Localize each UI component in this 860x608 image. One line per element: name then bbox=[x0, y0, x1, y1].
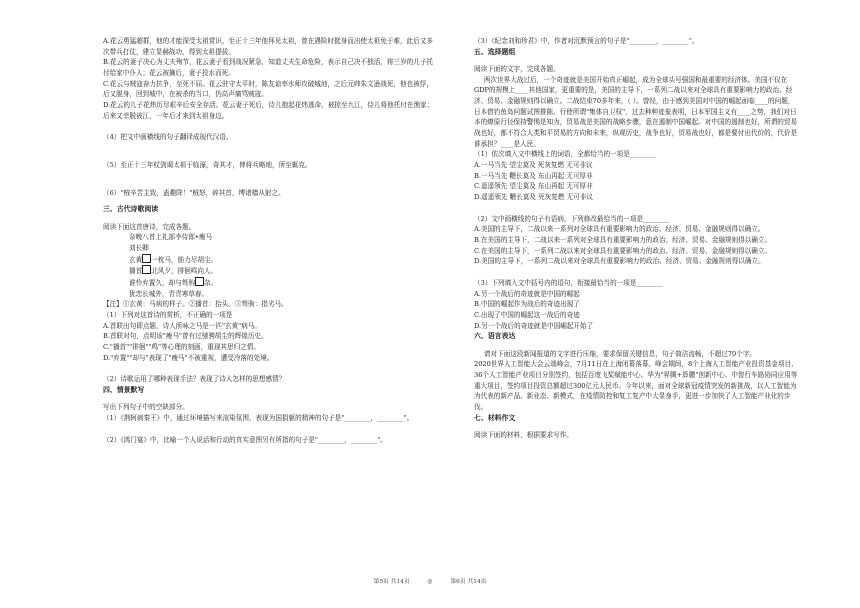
binding-mark-icon: ◎ bbox=[427, 579, 433, 585]
poem-q1-option-d: D."弃置""却与"表现了"瘦马"不被重视，遭受冷落的处境。 bbox=[103, 353, 274, 362]
choice-q1-option-c: C.遥遥领先 望尘莫及 东山再起 无可厚非 bbox=[474, 182, 593, 191]
choice-q2-option-c: C.在美国的主导下，一系列二战以来对全球具有重要影响力的政治、经济、贸易、金融规则得以确立。 bbox=[474, 246, 772, 255]
choice-q3-option-a: A.另一个战后的奇迹就是中国的崛起 bbox=[474, 289, 580, 298]
section-7-intro: 阅读下面的材料，根据要求写作。 bbox=[474, 430, 573, 439]
section-6-title: 六、语言表达 bbox=[474, 332, 516, 341]
footnote-box bbox=[142, 265, 151, 274]
poem-q1-option-a: A.首联出句即点题，诗人所咏之马是一匹"玄黄"病马。 bbox=[103, 321, 261, 330]
poem-title: 奈晚八首上礼部李侍郎•瘦马 bbox=[129, 233, 213, 242]
section-5-passage: 两次世界大战过后，一个奇迹就是美国开始真正崛起，成为全球头号强国和最重要的经济体。美国不仅在GDP的规模上____其他国家，更重要的是，美国的主导下，一系列二战以来对全球具有重要影响力的政治、经济、贸易、金融规则得以确立。二战结束70多年来，（ ）。曾经，由于感到美国对中国的崛起面临____的问题，日本借钓鱼岛问题试图推陈，行使所谓"集体自卫权"，过去种种迹象表明，日本军国主义有____之势，我们对日本的燎原行径保持警惕是知为，贸易战是美国的战略步骤，意在遏制中国崛起。对中国的遏制也好，所谓的贸易战也好，都不符合人类和平贸易的方向和未来，纵观历史，战争也好，贸易战也好，都是要付出代价的，代价是谁承担？____是人民。 bbox=[474, 75, 798, 148]
section-5-title: 五、选择题组 bbox=[474, 47, 516, 56]
passage-option-a: A.花云勇猛超群，他的才能深受太祖赏识，至正十三年他拜见太祖，曾在遇险时挺身而出使太祖免于难，此后又多次带兵打仗，建立显赫战功，得到太祖提拔。 bbox=[103, 37, 433, 56]
poem-line-2: 播首 北风夕，排徊鸣向人。 bbox=[129, 267, 218, 276]
choice-q3-option-b: B.中国的崛起作为战后的奇迹出现了 bbox=[474, 300, 580, 309]
choice-q3-option-d: D.另一个战后的奇迹就是中国崛起开始了 bbox=[474, 321, 594, 330]
left-column bbox=[103, 36, 434, 445]
poem-question-2: （2）诗歌运用了哪种表现手法？表现了诗人怎样的思想感情？ bbox=[103, 375, 286, 384]
choice-question-3: （3）下列填入文中括号内的语句，衔接最恰当的一项是________ bbox=[474, 278, 663, 287]
right-page-number: 第6页 共14页 bbox=[450, 579, 487, 585]
footnote-box bbox=[195, 277, 204, 286]
choice-q1-option-d: D.遥遥领先 鞭长莫及 死灰复燃 无可非议 bbox=[474, 192, 593, 201]
poem-line-1: 玄黄 一枕马，筋力尽胡尘。 bbox=[129, 255, 218, 264]
footnote-box bbox=[142, 254, 151, 263]
translate-question-5: （5）至正十三年杖剑谒太祖于临濠，奇其才，俾将兵略地，所至辄克。 bbox=[103, 161, 312, 170]
section-5-intro: 阅读下面的文字，完成各题。 bbox=[474, 64, 560, 73]
poem-author: 刘长卿 bbox=[129, 243, 149, 252]
section-3-title: 三、古代诗歌阅读 bbox=[103, 205, 159, 214]
passage-option-c: C.花云与贼寇奋力抗争，至死不屈。花云驻守太平时，陈友谅率水师攻破城池，之后元帅朱文逊战死，他也被俘，后又脱身，回到城中，在被杀的当口，仍高声痛骂贼寇。 bbox=[103, 79, 433, 99]
poem-line-4: 犹恋长城外，青青寒草春。 bbox=[129, 289, 209, 298]
poem-note: 【注】①玄黄：马病的样子。②播首：抬头。③驽驹：指劣马。 bbox=[103, 300, 288, 309]
poem-q1-option-b: B.首联对句，点明该"瘦马"曾有过驰骋胡尘的辉煌历史。 bbox=[103, 332, 268, 341]
poem-intro: 阅读下面这首唐诗，完成各题。 bbox=[103, 222, 196, 231]
right-column bbox=[474, 36, 800, 440]
poem-question-1: （1）下列对这首诗的赏析，不正确的一项是 bbox=[103, 310, 233, 319]
dictation-question-1: （1）《荆轲刺秦王》中，通过环境描写来渲染氛围，表现为国捐躯的精神的句子是"________，________"。 bbox=[103, 413, 414, 422]
translate-question-4: （4）把文中画横线的句子翻译成现代汉语。 bbox=[103, 133, 233, 142]
passage-option-d: D.花云的儿子花炜历尽艰辛后安全存活。花云妻子死后，侍儿抱起花炜逃命，被掠至九江，侍儿将他托付在渔家；后来又幸脱被江，一年后才来到太祖身边。 bbox=[103, 101, 434, 120]
choice-q2-option-d: D.美国的主导下，一系列二战以来对全球具有重要影响力的政治、经济、贸易、金融规则得以确立。 bbox=[474, 257, 765, 266]
choice-q2-option-a: A.美国的主导下，二战以来一系列对全球具有重要影响力的政治、经济、贸易、金融规则得以确立。 bbox=[474, 225, 765, 234]
choice-q1-option-a: A.一马当先 望尘莫及 死灰复燃 无可非议 bbox=[474, 160, 593, 169]
section-4-title: 四、情景默写 bbox=[103, 385, 145, 394]
section-4-intro: 写出下列句子中的空缺部分。 bbox=[103, 403, 189, 412]
section-6-instruction: 请对下面这段新闻报道的文字进行压缩，要求保留关键信息，句子简洁流畅，不超过70个字。 bbox=[483, 349, 757, 358]
choice-q1-option-b: B.一马当先 鞭长莫及 东山再起 无可厚非 bbox=[474, 171, 593, 180]
choice-q2-option-b: B.在美国的主导下，二战以来一系列对全球具有重要影响力的政治、经济、贸易、金融规则得以确立。 bbox=[474, 235, 772, 244]
section-7-title: 七、材料作文 bbox=[474, 413, 516, 422]
section-6-news: 2020世界人工智能大会云端峰会，7月11日在上海闭幕落幕。峰会期间，8个上海人工智能产业投资基金项目、36个人工智能产业项目分别签约，包括百度飞桨赋能中心、华为"昇腾+算鹏"创新中心、中智行车路协同应用等重大项目，签约项目投资总额超过300亿元人民币。今年以来，面对全球新冠疫情突发的新挑战，以人工智能为为代表的新产品、新业态、新模式，在疫情防控和复工复产中大显身手，更进一步加快了人工智能产业化的步伐。 bbox=[474, 360, 798, 411]
choice-q3-option-c: C.出现了中国的崛起这一战后的奇迹 bbox=[474, 310, 580, 319]
page-footer bbox=[0, 576, 860, 585]
translate-question-6: （6）"贼辛苦主致，盍趣降！"贼怒，碎其首，缚诸樯从射之。 bbox=[103, 188, 285, 197]
left-page-number: 第5页 共14页 bbox=[373, 579, 410, 585]
poem-q1-option-c: C."播首""徘徊""鸣"等心理的刻画，重现其思归之情。 bbox=[103, 342, 260, 351]
dictation-question-3: （3）《纪念刘和珍君》中，作者对沉默预言的句子是"________，________"。 bbox=[474, 37, 699, 45]
choice-question-1: （1）依次填入文中横线上的词语，全都恰当的一项是________ bbox=[474, 150, 657, 159]
choice-question-2: （2）文中画横线的句子有语病，下列修改最恰当的一项是________ bbox=[474, 214, 670, 223]
poem-line-3: 谁怜弃置久，却与驽驹 杂。 bbox=[129, 278, 218, 287]
passage-option-b: B.花云的妻子决心为丈夫殉节，花云妻子看到战况紧急，知道丈夫生命危险，表示自己决不独活，将三岁的儿子托付给家中仆人；花云被擒后，妻子投水而死。 bbox=[103, 58, 434, 78]
dictation-question-2: （2）《鸿门宴》中，比喻一个人说话和行动的真实意图另有所指的句子是"________，________"。 bbox=[103, 435, 387, 444]
